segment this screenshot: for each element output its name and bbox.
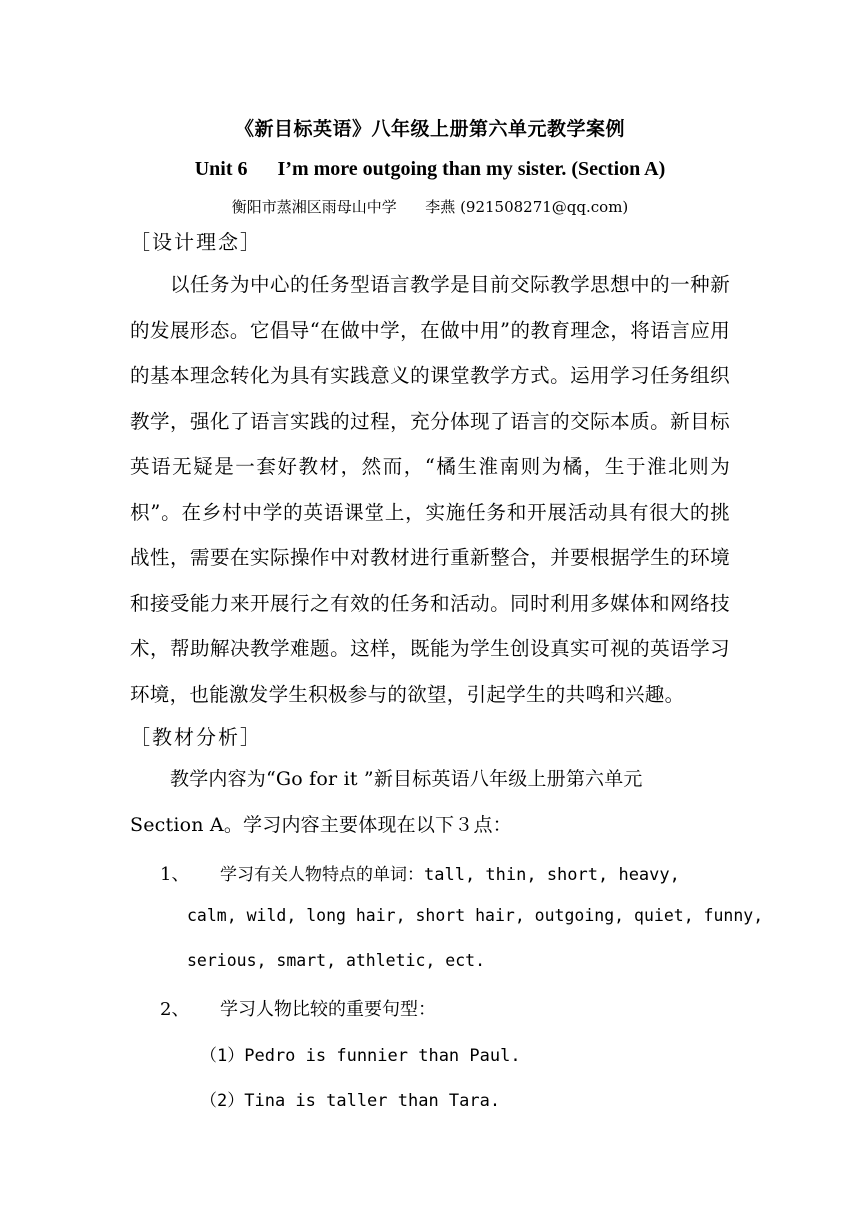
- list-item-1: [160, 860, 680, 886]
- intro-line-2: Section A。学习内容主要体现在以下３点：: [130, 813, 512, 836]
- author-line: 衡阳市蒸湘区雨母山中学 李燕 (921508271@qq.com): [231, 198, 629, 216]
- example-sentence-1: （1）Pedro is funnier than Paul.: [200, 1046, 521, 1066]
- list-item-2-number: 2、: [160, 999, 190, 1020]
- list-item-2: [160, 995, 436, 1021]
- intro-line-1: 教学内容为“Go for it ”新目标英语八年级上册第六单元: [170, 768, 643, 790]
- document-subtitle: Unit 6 I’m more outgoing than my sister. (Section A): [194, 158, 666, 180]
- section-heading-design-concept: ［设计理念］: [130, 230, 262, 254]
- design-concept-paragraph: 以任务为中心的任务型语言教学是目前交际教学思想中的一种新的发展形态。它倡导“在做中学，在做中用”的教育理念，将语言应用的基本理念转化为具有实践意义的课堂教学方式。运用学习任务组织教学，强化了语言实践的过程，充分体现了语言的交际本质。新目标英语无疑是一套好教材，然而，“橘生淮南则为橘，生于淮北则为枳”。在乡村中学的英语课堂上，实施任务和开展活动具有很大的挑战性，需要在实际操作中对教材进行重新整合，并要根据学生的环境和接受能力来开展行之有效的任务和活动。同时利用多媒体和网络技术，帮助解决教学难题。这样，既能为学生创设真实可视的英语学习环境，也能激发学生积极参与的欲望，引起学生的共鸣和兴趣。: [130, 273, 730, 706]
- material-analysis-intro: [130, 757, 730, 848]
- section-heading-material-analysis: ［教材分析］: [130, 725, 262, 749]
- list-item-1-continuation-2: serious, smart, athletic, ect.: [187, 951, 486, 970]
- list-item-1-text: 学习有关人物特点的单词：tall, thin, short, heavy,: [220, 865, 680, 885]
- list-item-1-number: 1、: [160, 864, 190, 885]
- list-item-2-text: 学习人物比较的重要句型：: [220, 999, 436, 1020]
- example-sentence-2: （2）Tina is taller than Tara.: [200, 1091, 501, 1111]
- document-title: 《新目标英语》八年级上册第六单元教学案例: [234, 118, 625, 140]
- list-item-1-continuation-1: calm, wild, long hair, short hair, outgoing, quiet, funny,: [187, 906, 764, 925]
